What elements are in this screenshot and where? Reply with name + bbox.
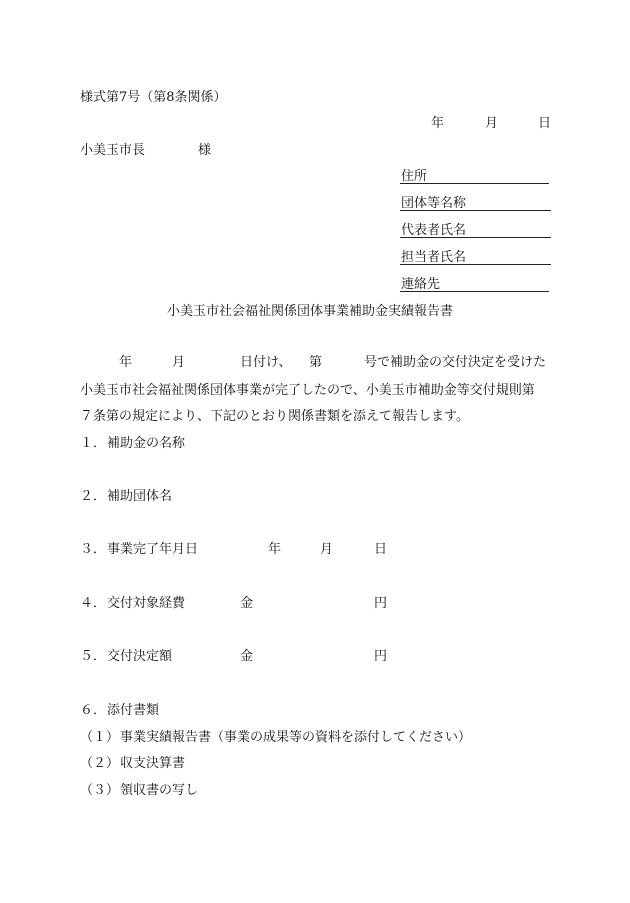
date-year-label: 年 xyxy=(431,116,445,131)
item-5-unit: 円 xyxy=(374,649,388,664)
org-name-field[interactable] xyxy=(400,210,551,211)
body-line3: ７条第の規定により、下記のとおり関係書類を添えて報告します。 xyxy=(80,409,469,424)
body-year: 年 xyxy=(119,355,133,370)
item-2-number: ２． xyxy=(80,489,107,504)
attachment-label: 収支決算書 xyxy=(120,756,186,771)
date-month-label: 月 xyxy=(485,116,499,131)
body-month: 月 xyxy=(172,355,186,370)
contact-label: 連絡先 xyxy=(401,277,441,292)
item-4-unit: 円 xyxy=(374,596,388,611)
item-3-year: 年 xyxy=(268,542,282,557)
contact-person-field[interactable] xyxy=(400,264,551,265)
addressee-honorific: 様 xyxy=(198,143,212,158)
item-6-number: ６． xyxy=(80,703,107,718)
representative-label: 代表者氏名 xyxy=(401,223,467,238)
representative-field[interactable] xyxy=(400,237,551,238)
attachment-number: （２） xyxy=(80,756,120,771)
item-3-number: ３． xyxy=(80,542,107,557)
item-3-month: 月 xyxy=(320,542,334,557)
org-name-label: 団体等名称 xyxy=(401,196,467,211)
body-number-prefix: 第 xyxy=(309,355,323,370)
item-4-label: 交付対象経費 xyxy=(107,596,186,611)
contact-field[interactable] xyxy=(400,291,549,292)
date-day-label: 日 xyxy=(538,116,552,131)
item-5-label: 交付決定額 xyxy=(107,649,173,664)
item-1-number: １． xyxy=(80,436,107,451)
form-label: 様式第7号（第8条関係） xyxy=(80,90,227,105)
body-dated: 日付け、 xyxy=(240,355,292,370)
item-6-label: 添付書類 xyxy=(107,703,160,718)
item-5-number: ５． xyxy=(80,649,107,664)
body-line2: 小美玉市社会福祉関係団体事業が完了したので、小美玉市補助金等交付規則第 xyxy=(80,383,535,398)
item-3-day: 日 xyxy=(374,542,388,557)
item-2-label: 補助団体名 xyxy=(107,489,173,504)
item-3-label: 事業完了年月日 xyxy=(107,542,199,557)
address-field[interactable] xyxy=(400,183,549,184)
attachment-number: （１） xyxy=(80,730,120,745)
attachment-label: 領収書の写し xyxy=(120,783,199,798)
document-title: 小美玉市社会福祉関係団体事業補助金実績報告書 xyxy=(167,304,454,319)
address-label: 住所 xyxy=(401,169,428,184)
item-4-prefix: 金 xyxy=(240,596,254,611)
item-5-prefix: 金 xyxy=(240,649,254,664)
attachment-number: （３） xyxy=(80,783,120,798)
contact-person-label: 担当者氏名 xyxy=(401,250,467,265)
attachment-label: 事業実績報告書（事業の成果等の資料を添付してください） xyxy=(120,730,472,745)
item-4-number: ４． xyxy=(80,596,107,611)
body-line1-rest: 号で補助金の交付決定を受けた xyxy=(364,355,547,370)
item-1-label: 補助金の名称 xyxy=(107,436,186,451)
addressee-name: 小美玉市長 xyxy=(80,143,146,158)
